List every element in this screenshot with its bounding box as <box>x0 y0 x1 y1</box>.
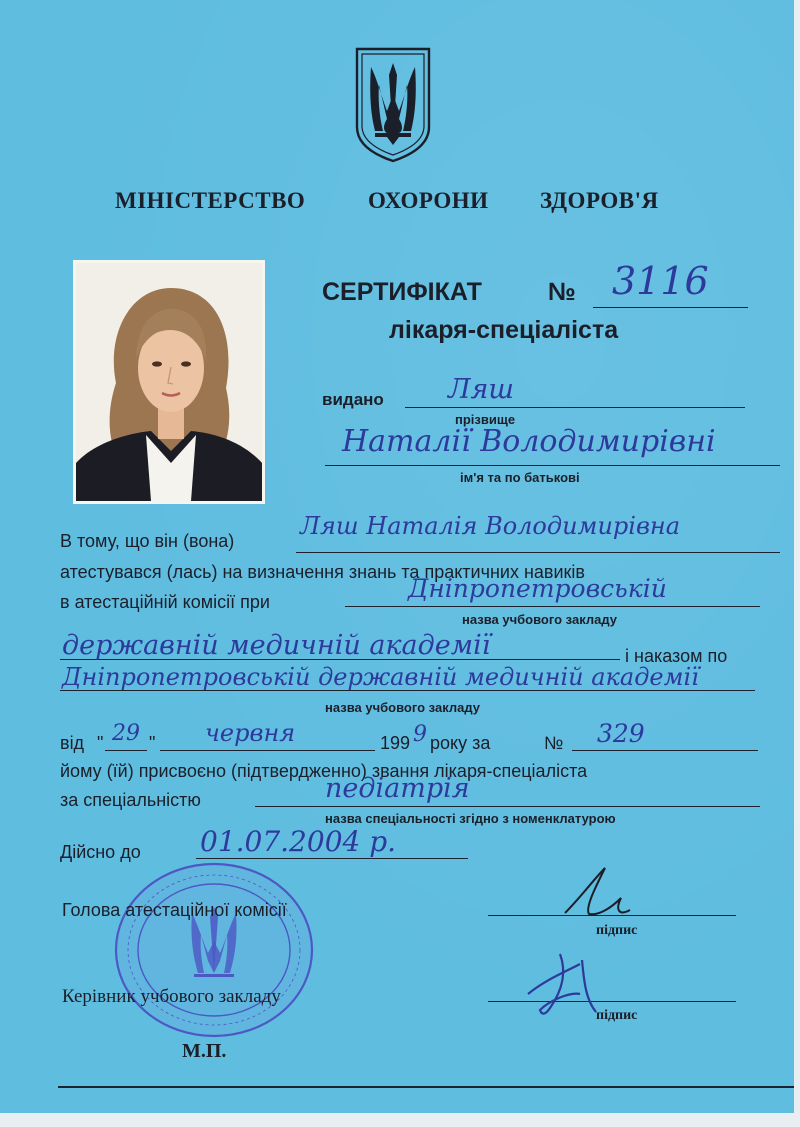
scan-bottom-edge <box>0 1113 800 1127</box>
signature-caption-1: підпис <box>596 923 638 938</box>
ministry-word-3: ЗДОРОВ'Я <box>540 188 659 213</box>
tryzub-emblem-icon <box>353 45 433 163</box>
surname-caption: прізвище <box>455 412 516 427</box>
order-number: 329 <box>597 719 645 748</box>
line2-text: атестувався (лась) на визначення знань та практичних навиків <box>60 562 585 582</box>
title-assigned-text: йому (їй) присвоєно (підтвердженно) звання лікаря-спеціаліста <box>60 761 588 781</box>
certificate-number: 3116 <box>612 259 709 303</box>
certificate-number-sign: № <box>548 278 576 306</box>
year-last-digit: 9 <box>413 722 427 747</box>
given-names-caption: ім'я та по батькові <box>460 470 580 485</box>
full-name-line <box>296 552 780 553</box>
year-text: року за <box>430 733 491 753</box>
day-close-quote: " <box>149 733 156 753</box>
order-text: і наказом по <box>625 646 728 666</box>
certificate-number-line <box>593 307 748 308</box>
head-label: Керівник учбового закладу <box>62 986 281 1007</box>
day-line <box>105 750 147 751</box>
chair-signature-icon <box>555 858 635 928</box>
specialty-caption: назва спеціальності згідно з номенклатурою <box>325 811 616 826</box>
surname-handwritten: Ляш <box>448 374 514 405</box>
order-month: червня <box>205 719 296 747</box>
line3-text: в атестаційній комісії при <box>60 592 270 612</box>
institution-caption-2: назва учбового закладу <box>325 700 480 715</box>
surname-line <box>405 407 745 408</box>
signature-caption-2: підпис <box>596 1008 638 1023</box>
given-names-line <box>325 465 780 466</box>
order-day: 29 <box>112 721 140 746</box>
ministry-word-2: ОХОРОНИ <box>368 188 489 213</box>
specialty-label: за спеціальністю <box>60 790 201 810</box>
order-institution: Дніпропетровській державній медичній академії <box>62 663 699 691</box>
person-full-name: Ляш Наталія Володимирівна <box>300 512 681 540</box>
issued-label: видано <box>322 390 384 409</box>
commission-institution-1: Дніпропетровській <box>408 574 667 603</box>
month-line <box>160 750 375 751</box>
valid-until-date: 01.07.2004 р. <box>200 825 397 858</box>
date-from-label: від <box>60 733 85 753</box>
seal-place-label: М.П. <box>182 1040 227 1062</box>
valid-until-label: Дійсно до <box>60 842 141 862</box>
scan-right-edge <box>794 0 800 1127</box>
certificate-subtitle: лікаря-спеціаліста <box>389 316 619 344</box>
day-open-quote: " <box>97 733 104 753</box>
institution-caption-1: назва учбового закладу <box>462 612 617 627</box>
ministry-word-1: МІНІСТЕРСТВО <box>115 188 306 213</box>
given-names-handwritten: Наталії Володимирівні <box>342 424 716 459</box>
institution-line-1 <box>345 606 760 607</box>
bottom-border-line <box>58 1086 798 1088</box>
certificate-title: СЕРТИФІКАТ <box>322 278 482 306</box>
official-round-stamp-icon <box>108 855 320 1045</box>
commission-institution-2: державній медичній академії <box>62 630 491 661</box>
portrait-image <box>76 263 262 501</box>
order-number-line <box>572 750 758 751</box>
holder-photo <box>73 260 265 504</box>
line1-text: В тому, що він (вона) <box>60 531 235 551</box>
chair-label: Голова атестаційної комісії <box>62 900 287 920</box>
specialty: педіатрія <box>325 773 470 804</box>
specialty-line <box>255 806 760 807</box>
order-number-sign: № <box>544 733 564 753</box>
year-prefix: 199 <box>380 733 411 753</box>
